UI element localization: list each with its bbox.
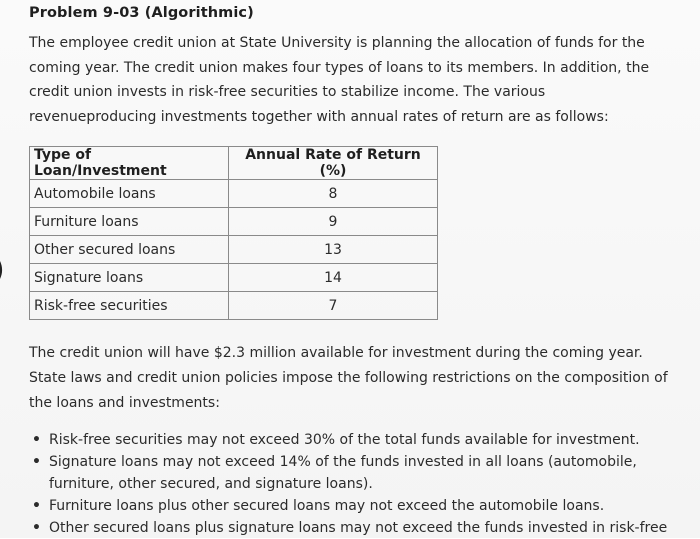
header-loan-type: Type of Loan/Investment xyxy=(30,147,229,180)
table-row xyxy=(30,292,438,320)
loan-type-cell: Other secured loans xyxy=(30,236,229,264)
rate-cell: 7 xyxy=(229,292,438,320)
constraints-intro-paragraph: The credit union will have $2.3 million available for investment during the coming year. State laws and credit union policies impose the following restrictions on the composition of the loans and investments: xyxy=(29,345,668,411)
restrictions-list xyxy=(29,429,669,539)
rate-cell: 9 xyxy=(229,208,438,236)
bullet-icon: • xyxy=(32,432,41,448)
list-item xyxy=(29,451,669,495)
restriction-text: Signature loans may not exceed 14% of the funds invested in all loans (automobile, furniture, other secured, and signature loans). xyxy=(49,454,637,492)
header-rate: Annual Rate of Return (%) xyxy=(229,147,438,180)
loan-type-cell: Automobile loans xyxy=(30,180,229,208)
loan-type-cell: Furniture loans xyxy=(30,208,229,236)
table-header-row xyxy=(30,147,438,180)
rate-cell: 14 xyxy=(229,264,438,292)
bullet-icon: • xyxy=(32,498,41,514)
restriction-text: Risk-free securities may not exceed 30% of the total funds available for investment. xyxy=(49,432,640,448)
bullet-icon: • xyxy=(32,454,41,470)
list-item xyxy=(29,429,669,451)
table-row xyxy=(30,180,438,208)
bullet-icon: • xyxy=(32,520,41,536)
restriction-text: Furniture loans plus other secured loans may not exceed the automobile loans. xyxy=(49,498,605,514)
list-item xyxy=(29,495,669,517)
rates-table xyxy=(29,146,438,320)
restriction-text: Other secured loans plus signature loans may not exceed the funds invested in risk-free xyxy=(49,520,668,536)
table-row xyxy=(30,236,438,264)
list-item xyxy=(29,517,669,539)
intro-paragraph: The employee credit union at State University is planning the allocation of funds for the coming year. The credit union makes four types of loans to its members. In addition, the credit union invests in risk-free securities to stabilize income. The various revenueproducing investments together with annual rates of return are as follows: xyxy=(29,35,650,125)
table-row xyxy=(30,264,438,292)
loan-type-cell: Risk-free securities xyxy=(30,292,229,320)
loan-type-cell: Signature loans xyxy=(30,264,229,292)
problem-title: Problem 9-03 (Algorithmic) xyxy=(29,5,254,21)
bracket-icon xyxy=(0,248,22,292)
table-row xyxy=(30,208,438,236)
rate-cell: 13 xyxy=(229,236,438,264)
rate-cell: 8 xyxy=(229,180,438,208)
